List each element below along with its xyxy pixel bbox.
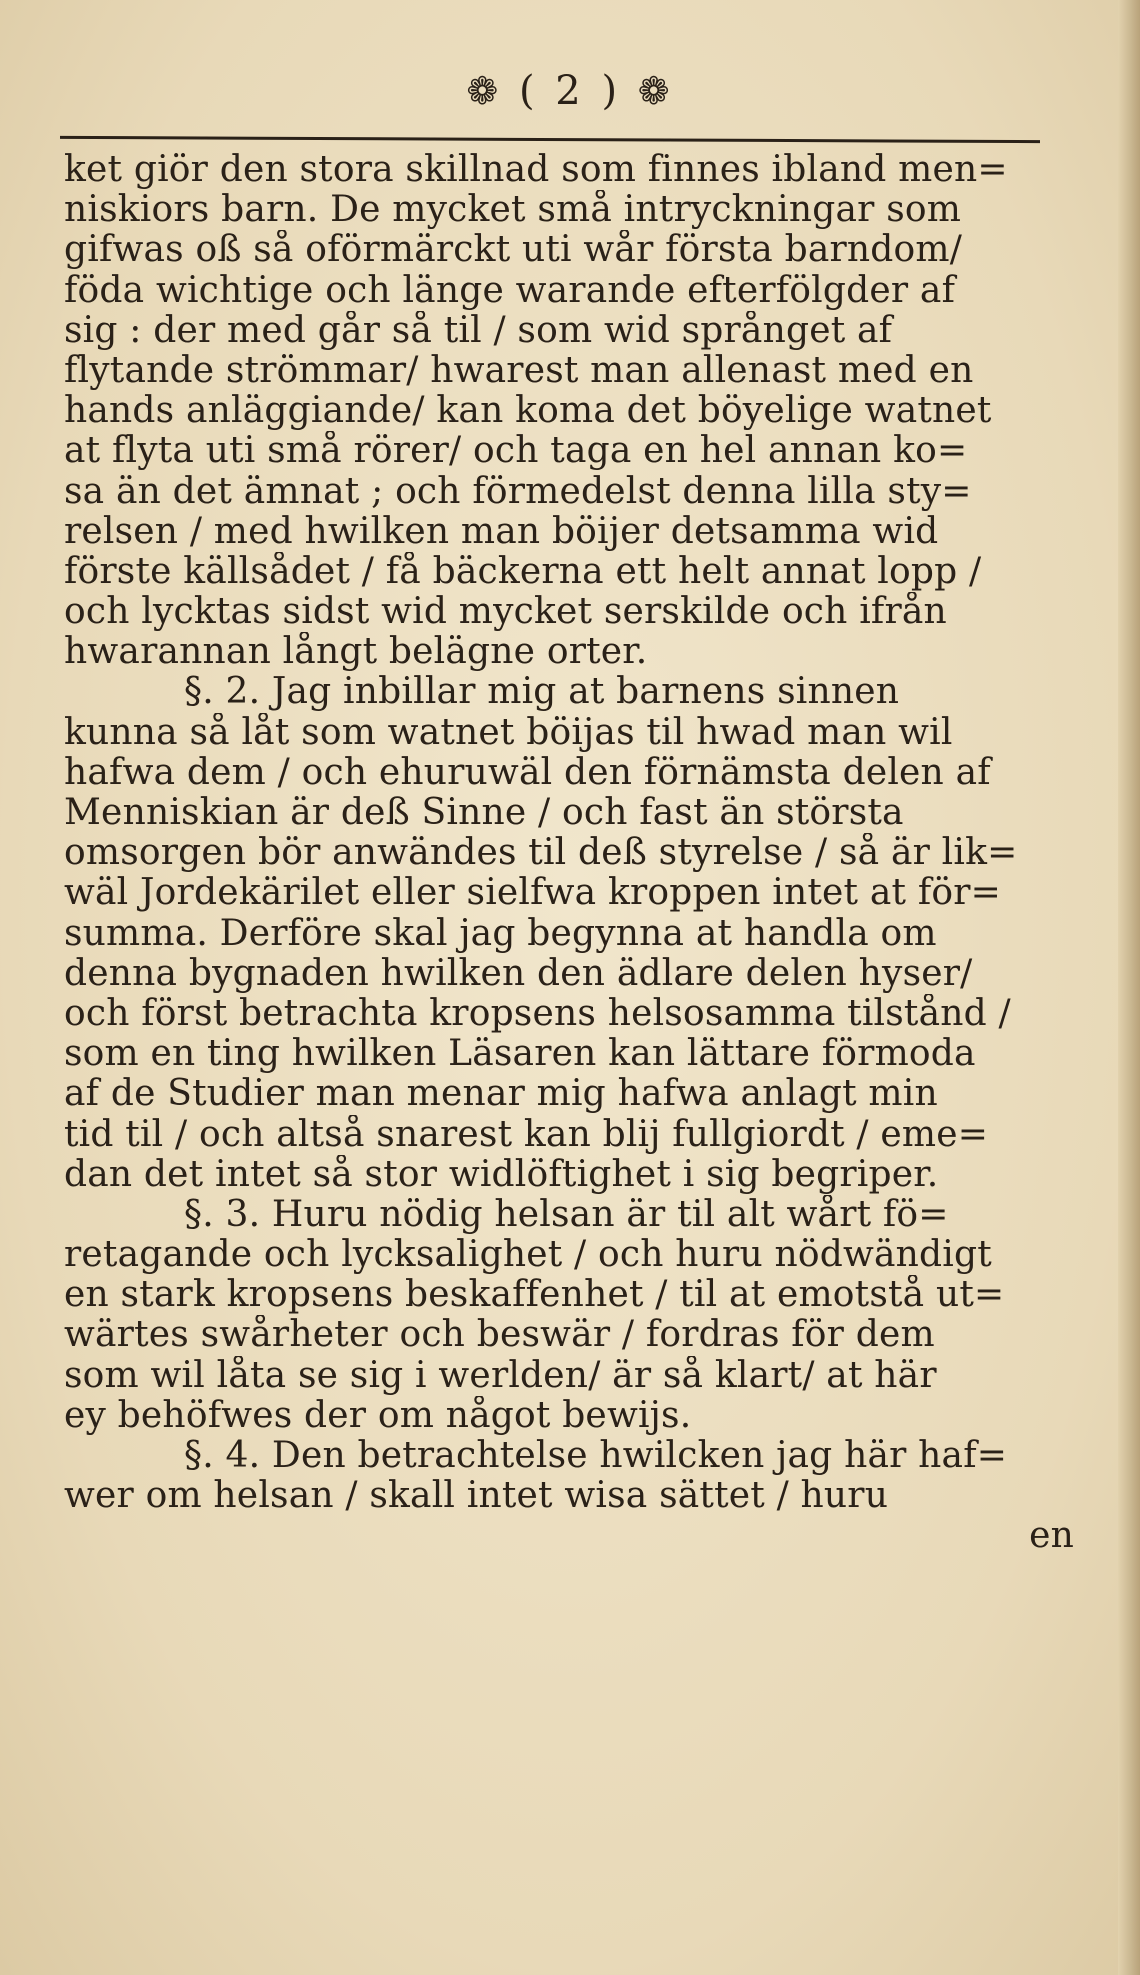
text-line: som wil låta se sig i werlden/ är så klart/ at här bbox=[64, 1355, 937, 1396]
text-line: föda wichtige och länge warande efterfölgder af bbox=[64, 270, 956, 311]
text-line: hwarannan långt belägne orter. bbox=[64, 632, 648, 673]
text-line: ey behöfwes der om något bewijs. bbox=[64, 1395, 692, 1436]
text-line: retagande och lycksalighet / och huru nödwändigt bbox=[64, 1235, 992, 1276]
text-line: hafwa dem / och ehuruwäl den förnämsta delen af bbox=[64, 752, 991, 793]
text-line: kunna så låt som watnet böijas til hwad man wil bbox=[64, 712, 953, 753]
text-line: wer om helsan / skall intet wisa sättet / huru bbox=[64, 1476, 889, 1517]
text-line: en stark kropsens beskaffenhet / til at emotstå ut= bbox=[64, 1275, 1005, 1316]
text-line: hands anläggiande/ kan koma det böyelige watnet bbox=[64, 391, 992, 432]
text-line: wäl Jordekärilet eller sielfwa kroppen intet at för= bbox=[64, 873, 1002, 914]
paragraph-start-line: §. 4. Den betrachtelse hwilcken jag här haf= bbox=[184, 1436, 1008, 1476]
header-rule bbox=[60, 136, 1040, 143]
text-line: sa än det ämnat ; och förmedelst denna lilla sty= bbox=[64, 471, 972, 512]
text-line: denna bygnaden hwilken den ädlare delen hyser/ bbox=[64, 953, 973, 994]
catchword: en bbox=[1029, 1516, 1074, 1557]
text-line: och lycktas sidst wid mycket serskilde och ifrån bbox=[64, 592, 947, 633]
text-line: dan det intet så stor widlöftighet i sig begriper. bbox=[64, 1154, 939, 1195]
text-line: som en ting hwilken Läsaren kan lättare förmoda bbox=[64, 1034, 976, 1075]
text-line: relsen / med hwilken man böijer detsamma wid bbox=[64, 511, 939, 552]
text-line: wärtes swårheter och beswär / fordras för dem bbox=[64, 1315, 935, 1356]
text-line: omsorgen bör anwändes til deß styrelse / så är lik= bbox=[64, 833, 1018, 874]
text-line: flytande strömmar/ hwarest man allenast med en bbox=[64, 350, 974, 391]
text-line: niskiors barn. De mycket små intryckningar som bbox=[64, 190, 962, 231]
text-line: förste källsådet / få bäckerna ett helt annat lopp / bbox=[64, 551, 982, 592]
page-gutter-shadow bbox=[1118, 0, 1140, 1975]
text-line: Menniskian är deß Sinne / och fast än största bbox=[64, 793, 904, 833]
text-line: sig : der med går så til / som wid språnget af bbox=[64, 310, 893, 351]
paragraph-start-line: §. 3. Huru nödig helsan är til alt wårt fö= bbox=[184, 1194, 949, 1235]
page-number: ( 2 ) bbox=[518, 68, 622, 114]
text-line: och först betrachta kropsens helsosamma tilstånd / bbox=[64, 993, 1011, 1034]
paragraph-start-line: §. 2. Jag inbillar mig at barnens sinnen bbox=[184, 672, 900, 713]
text-line: tid til / och altså snarest kan blij fullgiordt / eme= bbox=[64, 1114, 989, 1155]
flower-ornament-icon: ❁ bbox=[637, 69, 674, 113]
text-line: af de Studier man menar mig hafwa anlagt min bbox=[64, 1074, 938, 1115]
text-line: summa. Derföre skal jag begynna at handla om bbox=[64, 913, 937, 954]
text-line: gifwas oß så oförmärckt uti wår första barndom/ bbox=[64, 230, 963, 271]
text-line: ket giör den stora skillnad som finnes ibland men= bbox=[64, 150, 1008, 190]
flower-ornament-icon: ❁ bbox=[466, 69, 503, 113]
text-line: at flyta uti små rörer/ och taga en hel annan ko= bbox=[64, 431, 968, 472]
page-header bbox=[0, 68, 1140, 114]
body-text bbox=[64, 150, 1074, 1557]
